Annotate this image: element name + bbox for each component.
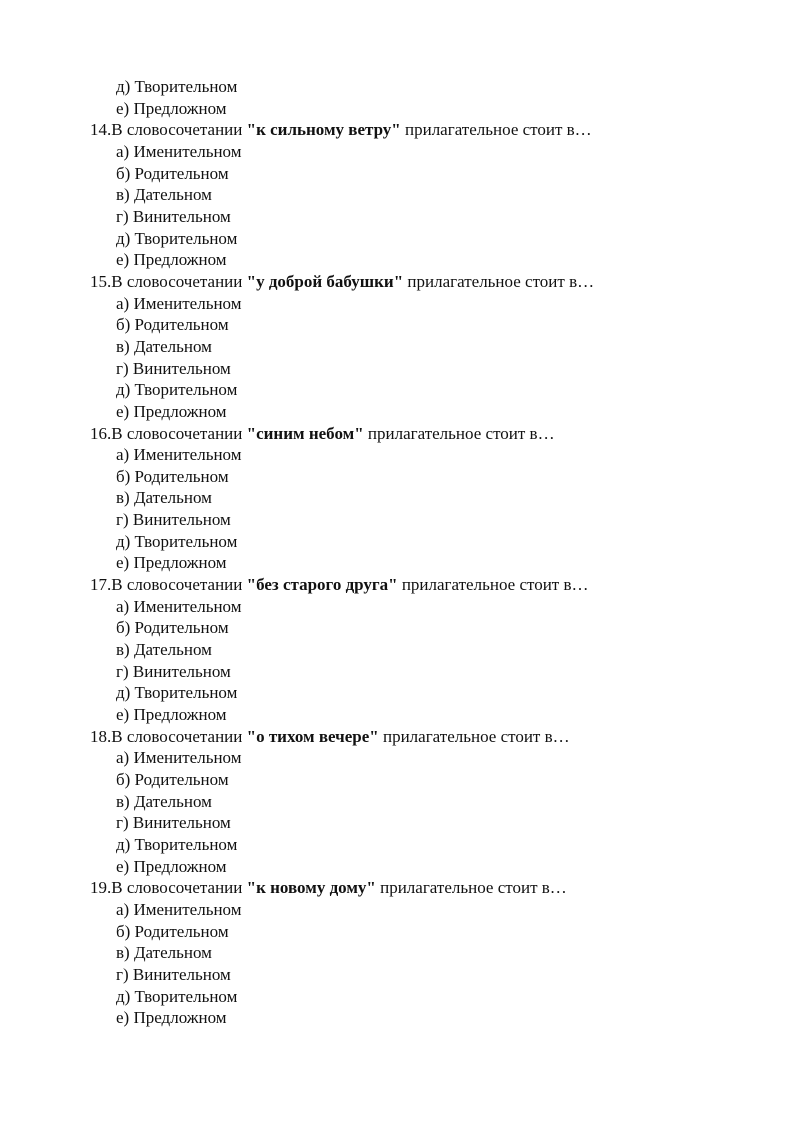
option-item: г) Винительном (116, 964, 231, 984)
option-item: г) Винительном (116, 206, 231, 226)
question-phrase: "у доброй бабушки" (246, 271, 404, 291)
question-text (0, 574, 800, 596)
option-item: г) Винительном (116, 661, 231, 681)
question-block (0, 119, 800, 271)
option-item: е) Предложном (116, 856, 227, 876)
question-block (0, 574, 800, 726)
question-block (0, 423, 800, 575)
option-item: б) Родительном (116, 921, 229, 941)
question-suffix: прилагательное стоит в… (403, 271, 595, 291)
question-number: 18. (90, 726, 112, 746)
option-item: в) Дательном (116, 640, 212, 660)
question-text (0, 726, 800, 748)
leading-options (0, 76, 800, 119)
question-phrase: "о тихом вечере" (246, 726, 379, 746)
option-item: в) Дательном (116, 488, 212, 508)
question-prefix: В словосочетании (111, 575, 247, 595)
document-page (0, 76, 800, 1029)
option-item: в) Дательном (116, 185, 212, 205)
question-phrase: "без старого друга" (246, 575, 398, 595)
question-prefix: В словосочетании (111, 726, 247, 746)
question-phrase: "к новому дому" (246, 878, 376, 898)
option-item: а) Именительном (116, 748, 242, 768)
option-item: г) Винительном (116, 510, 231, 530)
option-item: б) Родительном (116, 770, 229, 789)
option-item: а) Именительном (116, 141, 242, 161)
question-list (0, 119, 800, 1029)
option-item: в) Дательном (116, 791, 212, 811)
question-phrase: "к сильному ветру" (246, 120, 401, 140)
option-item: а) Именительном (116, 899, 242, 919)
option-item: д) Творительном (116, 986, 238, 1006)
question-prefix: В словосочетании (111, 423, 247, 443)
option-item: д) Творительном (116, 834, 238, 854)
option-item: е) Предложном (116, 553, 227, 573)
option-item: б) Родительном (116, 466, 229, 486)
option-item: а) Именительном (116, 596, 242, 616)
question-prefix: В словосочетании (111, 878, 247, 898)
option-item: д) Творительном (116, 531, 238, 551)
question-block (0, 726, 800, 878)
option-item: д) Творительном (116, 683, 238, 703)
question-number: 19. (90, 878, 112, 898)
option-item: д) Творительном (116, 77, 238, 96)
option-item: в) Дательном (116, 336, 212, 356)
option-item: г) Винительном (116, 358, 231, 378)
option-item: е) Предложном (116, 250, 227, 270)
option-item: б) Родительном (116, 315, 229, 335)
question-text (0, 877, 800, 899)
option-item: г) Винительном (116, 813, 231, 833)
question-block (0, 271, 800, 423)
option-item: е) Предложном (116, 98, 227, 118)
option-item: б) Родительном (116, 163, 229, 183)
question-number: 15. (90, 271, 112, 291)
option-item: д) Творительном (116, 228, 238, 248)
question-prefix: В словосочетании (111, 120, 247, 140)
question-phrase: "синим небом" (246, 423, 364, 443)
question-number: 17. (90, 575, 112, 595)
option-item: д) Творительном (116, 380, 238, 400)
question-text (0, 423, 800, 445)
option-item: а) Именительном (116, 445, 242, 465)
question-number: 16. (90, 423, 112, 443)
option-item: е) Предложном (116, 1008, 227, 1028)
question-suffix: прилагательное стоит в… (378, 726, 570, 746)
question-text (0, 271, 800, 293)
question-suffix: прилагательное стоит в… (400, 120, 592, 140)
question-suffix: прилагательное стоит в… (375, 878, 567, 898)
question-prefix: В словосочетании (111, 271, 247, 291)
question-suffix: прилагательное стоит в… (363, 423, 555, 443)
option-item: е) Предложном (116, 401, 227, 421)
question-number: 14. (90, 120, 112, 140)
question-text (0, 119, 800, 141)
option-item: а) Именительном (116, 293, 242, 313)
question-block (0, 877, 800, 1029)
option-item: е) Предложном (116, 705, 227, 725)
question-suffix: прилагательное стоит в… (397, 575, 589, 595)
option-item: б) Родительном (116, 618, 229, 638)
option-item: в) Дательном (116, 943, 212, 963)
